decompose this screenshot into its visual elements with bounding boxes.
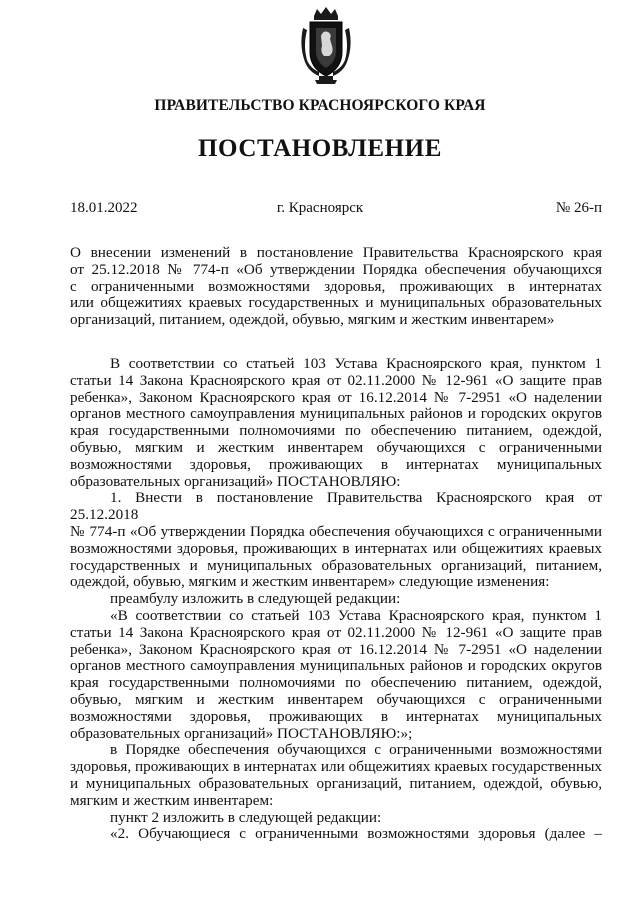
body-line: и муниципальных образовательных организаций, питанием, одеждой, обувью,	[70, 774, 602, 792]
body-line: ребенка», Законом Красноярского края от 16.12.2014 № 7-2951 «О наделении	[70, 640, 602, 658]
body-line: органов местного самоуправления муниципальных районов и городских округов	[70, 657, 602, 675]
document-body	[70, 356, 602, 843]
title-line: или общежитиях краевых государственных и муниципальных образовательных	[70, 294, 602, 312]
body-line: возможностями здоровья, проживающих в интернатах муниципальных	[70, 455, 602, 473]
body-line: края государственными полномочиями по обеспечению питанием, одеждой,	[70, 422, 602, 440]
title-line: с ограниченными возможностями здоровья, проживающих в интернатах	[70, 277, 602, 295]
title-line: О внесении изменений в постановление Правительства Красноярского края	[70, 244, 602, 261]
body-line: статьи 14 Закона Красноярского края от 02.11.2000 № 12-961 «О защите прав	[70, 371, 602, 389]
body-line: образовательных организаций» ПОСТАНОВЛЯЮ:»;	[70, 724, 413, 742]
coat-of-arms-icon	[297, 6, 355, 84]
body-line: возможностями здоровья, проживающих в интернатах муниципальных	[70, 707, 602, 725]
body-line: ребенка», Законом Красноярского края от 16.12.2014 № 7-2951 «О наделении	[70, 388, 602, 406]
title-line: от 25.12.2018 № 774-п «Об утверждении Порядка обеспечения обучающихся	[70, 260, 602, 278]
body-line: преамбулу изложить в следующей редакции:	[110, 590, 401, 608]
title-line: организаций, питанием, одеждой, обувью, мягким и жестким инвентарем»	[70, 311, 555, 329]
body-line: образовательных организаций» ПОСТАНОВЛЯЮ:	[70, 472, 401, 490]
body-line: «2. Обучающиеся с ограниченными возможностями здоровья (далее –	[110, 825, 602, 843]
body-line: в Порядке обеспечения обучающихся с ограниченными возможностями	[110, 741, 602, 759]
document-date: 18.01.2022	[70, 200, 138, 216]
body-line: статьи 14 Закона Красноярского края от 02.11.2000 № 12-961 «О защите прав	[70, 623, 602, 641]
body-line: возможностями здоровья, проживающих в интернатах или общежитиях краевых	[70, 539, 602, 557]
body-line: края государственными полномочиями по обеспечению питанием, одеждой,	[70, 674, 602, 692]
body-line: 1. Внести в постановление Правительства Красноярского края от 25.12.2018	[70, 489, 602, 524]
body-line: пункт 2 изложить в следующей редакции:	[110, 808, 382, 826]
body-line: «В соответствии со статьей 103 Устава Красноярского края, пунктом 1	[110, 606, 602, 624]
body-line: обувью, мягким и жестким инвентарем обучающихся с ограниченными	[70, 438, 602, 456]
body-line: здоровья, проживающих в интернатах или общежитиях краевых государственных	[70, 758, 602, 776]
document-city: г. Красноярск	[276, 200, 364, 216]
body-line: органов местного самоуправления муниципальных районов и городских округов	[70, 405, 602, 423]
body-line: обувью, мягким и жестким инвентарем обучающихся с ограниченными	[70, 690, 602, 708]
body-line: № 774-п «Об утверждении Порядка обеспечения обучающихся с ограниченными	[70, 522, 602, 540]
government-name: ПРАВИТЕЛЬСТВО КРАСНОЯРСКОГО КРАЯ	[154, 97, 486, 114]
body-line: мягким и жестким инвентарем:	[70, 791, 274, 809]
body-line: государственных и муниципальных образовательных организаций, питанием,	[70, 556, 602, 574]
document-title	[70, 245, 602, 329]
body-line: В соответствии со статьей 103 Устава Красноярского края, пунктом 1	[110, 355, 602, 372]
document-number: № 26-п	[555, 200, 602, 216]
body-line: одеждой, обувью, мягким и жестким инвентарем» следующие изменения:	[70, 573, 550, 591]
document-type: ПОСТАНОВЛЕНИЕ	[197, 135, 443, 162]
